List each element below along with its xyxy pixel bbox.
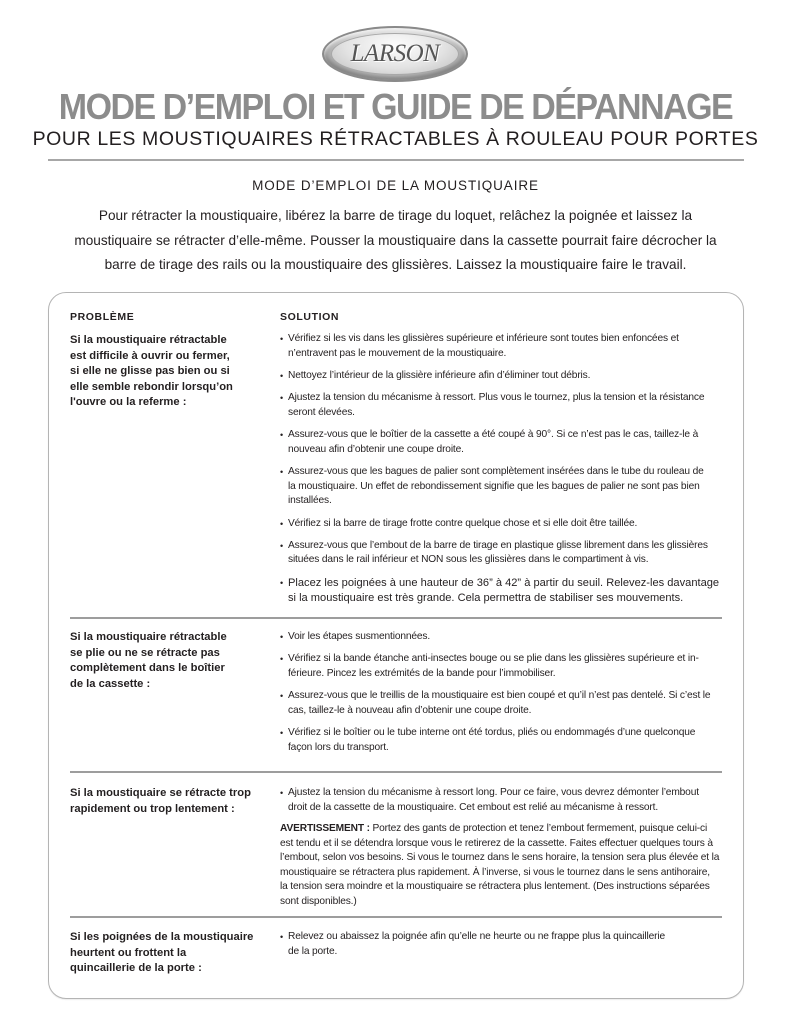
solution-item: • Relevez ou abaissez la poignée afin qu’elle ne heurte ou ne frappe plus la quincaillerie de la porte. <box>280 930 730 959</box>
solutions-3 <box>280 786 730 823</box>
problem-line: elle semble rebondir lorsqu’on <box>70 380 233 393</box>
logo-text: LARSON <box>350 40 440 67</box>
solution-item: • Nettoyez l’intérieur de la glissière inférieure afin d’éliminer tout débris. <box>280 369 730 384</box>
solution-item: • Ajustez la tension du mécanisme à ressort long. Pour ce faire, vous devrez démonter l’embout droit de la cassette de la moustiquaire. Cet embout est relié au mécanisme à ressort. <box>280 786 730 815</box>
warning-text: moustiquaire se rétractera plus rapidement. À l’inverse, si vous le tournez dans le sens antihoraire, <box>280 866 710 878</box>
warning-label: AVERTISSEMENT : <box>280 823 370 834</box>
solutions-1 <box>280 332 730 614</box>
problem-4 <box>70 930 270 977</box>
problem-line: Si les poignées de la moustiquaire <box>70 931 254 943</box>
problem-line: est difficile à ouvrir ou fermer, <box>70 349 230 362</box>
row-divider <box>70 771 722 773</box>
warning-text: l’embout, selon vos besoins. Si vous le tournez dans le sens horaire, la tension sera plus élevée et la <box>280 852 720 864</box>
problem-line: Si la moustiquaire rétractable <box>70 631 227 643</box>
solution-item: • Vérifiez si la barre de tirage frotte contre quelque chose et si elle doit être taillée. <box>280 517 730 532</box>
instructions-line: Pour rétracter la moustiquaire, libérez la barre de tirage du loquet, relâchez la poignée et laissez la <box>98 208 693 223</box>
row-divider <box>70 617 722 619</box>
problem-line: Si la moustiquaire rétractable <box>70 334 227 346</box>
solution-item: • Placez les poignées à une hauteur de 36” à 42” à partir du seuil. Relevez-les davantage si la moustiquaire est très grande. Cela permettra de stabiliser ses mouvements. <box>280 576 730 606</box>
problem-line: complètement dans le boîtier <box>70 662 225 674</box>
solution-item: • Vérifiez si la bande étanche anti-insectes bouge ou se plie dans les glissières supérieure et in- férieure. Pincez les extrémités de la bande pour l’immobiliser. <box>280 652 730 681</box>
solutions-4 <box>280 930 730 967</box>
solution-item: • Assurez-vous que l’embout de la barre de tirage en plastique glisse librement dans les glissières situées dans le rail inférieur et NON sous les glissières dans le compartiment à vis. <box>280 539 730 568</box>
problem-1 <box>70 333 270 411</box>
warning-text: la tension sera moindre et la moustiquaire se rétractera plus lentement. (Des instructions séparées <box>280 881 710 893</box>
instructions-heading: MODE D’EMPLOI DE LA MOUSTIQUAIRE <box>252 178 539 193</box>
instructions-line: barre de tirage des rails ou la moustiquaire des glissières. Laissez la moustiquaire faire le travail. <box>104 257 687 272</box>
problem-line: si elle ne glisse pas bien ou si <box>70 365 230 377</box>
warning-text: sont disponibles.) <box>280 895 357 907</box>
problem-line: Si la moustiquaire se rétracte trop <box>70 787 251 799</box>
problem-line: de la cassette : <box>70 677 151 690</box>
header-divider <box>48 159 744 161</box>
instructions-paragraph <box>60 204 731 278</box>
solution-item: • Assurez-vous que le boîtier de la cassette a été coupé à 90°. Si ce n’est pas le cas, taillez-le à nouveau afin d’obtenir une coupe droite. <box>280 428 730 457</box>
page-title: MODE D’EMPLOI ET GUIDE DE DÉPANNAGE <box>58 86 733 127</box>
solutions-2 <box>280 630 730 763</box>
warning-note <box>280 822 728 910</box>
solution-item: • Vérifiez si le boîtier ou le tube interne ont été tordus, pliés ou endommagés d’une quelconque façon lors du transport. <box>280 726 730 755</box>
warning-text: Portez des gants de protection et tenez l’embout fermement, puisque celui-ci <box>369 823 708 834</box>
problem-2 <box>70 630 270 692</box>
problem-3 <box>70 786 270 817</box>
problem-column-header: PROBLÈME <box>70 311 135 323</box>
page-subtitle: POUR LES MOUSTIQUAIRES RÉTRACTABLES À ROULEAU POUR PORTES <box>32 128 759 150</box>
solution-item: • Assurez-vous que le treillis de la moustiquaire est bien coupé et qu’il n’est pas dentelé. Si c’est le cas, taillez-le à nouveau afin d’obtenir une coupe droite. <box>280 689 730 718</box>
solution-column-header: SOLUTION <box>280 311 340 323</box>
solution-item: • Voir les étapes susmentionnées. <box>280 630 730 645</box>
instructions-line: moustiquaire se rétracter d’elle-même. Pousser la moustiquaire dans la cassette pourrait faire décrocher la <box>74 232 717 248</box>
solution-item: • Assurez-vous que les bagues de palier sont complètement insérées dans le tube du rouleau de la moustiquaire. Un effet de rebondissement signifie que les bagues de palier ne sont pas bien installées. <box>280 465 730 509</box>
row-divider <box>70 916 722 918</box>
logo-badge <box>331 33 459 75</box>
problem-line: rapidement ou trop lentement : <box>70 802 235 815</box>
warning-text: est tendu et il se détendra lorsque vous le retirerez de la cassette. Faites effectuer quelques tours à <box>280 837 713 849</box>
problem-line: heurtent ou frottent la <box>70 946 187 959</box>
problem-line: quincaillerie de la porte : <box>70 962 202 974</box>
larson-logo <box>322 26 468 82</box>
problem-line: l'ouvre ou la referme : <box>70 396 187 408</box>
solution-item: • Vérifiez si les vis dans les glissières supérieure et inférieure sont toutes bien enfoncées et n’entravent pas le mouvement de la moustiquaire. <box>280 332 730 361</box>
problem-line: se plie ou ne se rétracte pas <box>70 646 220 659</box>
solution-item: • Ajustez la tension du mécanisme à ressort. Plus vous le tournez, plus la tension et la résistance seront élevées. <box>280 391 730 420</box>
